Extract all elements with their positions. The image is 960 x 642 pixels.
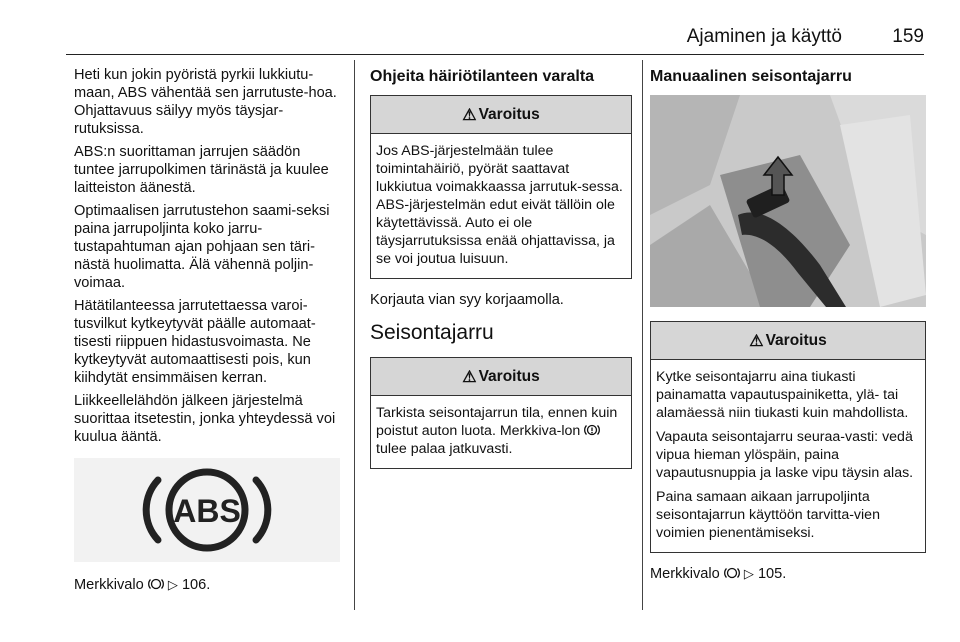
- manual-brake-warning-paragraph-2: Vapauta seisontajarru seuraa-vasti: vedä vipua hieman ylöspäin, paina vapautusnuppia ja laske vipu täysin alas.: [656, 429, 914, 481]
- parking-brake-warning-text-before: Tarkista seisontajarrun tila, ennen kuin poistut auton luota. Merkkiva-lon: [376, 405, 618, 439]
- column-malfunction: [370, 66, 632, 481]
- manual-brake-warning-paragraph-3: Paina samaan aikaan jarrupoljinta seisontajarrun käyttöön tarvitta-vien voimien pienentämiseksi.: [656, 489, 880, 541]
- brake-reference: [650, 565, 926, 583]
- abs-icon-label: ABS: [173, 493, 241, 529]
- warning-heading-label: Varoitus: [478, 105, 540, 123]
- abs-paragraph-2: ABS:n suorittaman jarrujen säädön tuntee jarrupolkimen tärinästä ja kuulee laitteiston äänestä.: [74, 144, 329, 196]
- warning-triangle-icon: ⚠: [462, 106, 477, 124]
- abs-paragraph-5: Liikkeellelähdön jälkeen järjestelmä suorittaa itsetestin, jonka yhteydessä voi kuulua ääntä.: [74, 393, 336, 445]
- warning-heading-label: Varoitus: [478, 367, 540, 385]
- abs-paragraph-4: Hätätilanteessa jarrutettaessa varoi-tusvilkut kytkeytyvät päälle automaat-tisesti riippuen hidastusvoimasta. Ne kytkeytyvät automaattisesti pois, kun kiihdytät ensimmäisen kerran.: [74, 298, 316, 386]
- page-reference-arrow-icon: ▷: [167, 577, 178, 592]
- column-abs: [74, 66, 340, 599]
- abs-paragraph-1: Heti kun jokin pyöristä pyrkii lukkiutu-maan, ABS vähentää sen jarrutuste-hoa. Ohjattavuus säilyy myös täysjar-rutuksissa.: [74, 67, 337, 137]
- malfunction-title: Ohjeita häiriötilanteen varalta: [370, 68, 595, 85]
- abs-reference: [74, 576, 340, 594]
- page-reference-arrow-icon: ▷: [743, 566, 754, 581]
- warning-triangle-icon: ⚠: [749, 332, 764, 350]
- parking-brake-small-icon: [724, 566, 740, 580]
- parking-brake-lever-photo: [650, 95, 926, 307]
- header-rule: [66, 54, 924, 55]
- warning-heading-label: Varoitus: [765, 331, 827, 349]
- abs-reference-label: Merkkivalo: [74, 577, 144, 593]
- column-manual-brake: [650, 66, 926, 588]
- parking-brake-icon: [584, 423, 600, 437]
- abs-warning-text: Jos ABS-järjestelmään tulee toimintahäiriö, pyörät saattavat lukkiutua voimakkaassa jarrutuk-sessa. ABS-järjestelmän edut eivät tällöin ole käytettävissä. Auto ei ole täysjarrutuksissa enää ohjattavissa, ja se voi joutua luisuun.: [376, 143, 623, 267]
- parking-brake-warning-text: [376, 404, 626, 458]
- parking-brake-warning-box: [370, 357, 632, 469]
- column-divider-1: [354, 60, 355, 610]
- abs-warning-light-figure: [74, 458, 340, 562]
- abs-warning-icon: [74, 458, 340, 562]
- brake-reference-label: Merkkivalo: [650, 566, 720, 582]
- page-header: [0, 0, 960, 56]
- column-divider-2: [642, 60, 643, 610]
- abs-small-icon: [148, 577, 164, 591]
- repair-note: Korjauta vian syy korjaamolla.: [370, 292, 564, 308]
- abs-warning-box: [370, 95, 632, 279]
- parking-brake-warning-text-after: tulee palaa jatkuvasti.: [376, 441, 513, 457]
- parking-brake-section-title: Seisontajarru: [370, 321, 494, 344]
- manual-brake-warning-paragraph-1: Kytke seisontajarru aina tiukasti painamatta vapautuspainiketta, ylä- tai alamäessä niin tiukasti kuin mahdollista.: [656, 369, 909, 421]
- warning-heading: [371, 358, 631, 396]
- warning-triangle-icon: ⚠: [462, 368, 477, 386]
- chapter-title: Ajaminen ja käyttö: [686, 26, 842, 47]
- warning-heading: [651, 322, 925, 360]
- brake-reference-page[interactable]: 105.: [757, 566, 787, 582]
- abs-paragraph-3: Optimaalisen jarrutustehon saami-seksi paina jarrupoljinta koko jarru-tustapahtuman ajan pohjaan sen täri-nästä huolimatta. Älä vähennä poljin-voimaa.: [74, 203, 330, 291]
- manual-brake-title: Manuaalinen seisontajarru: [650, 68, 852, 85]
- abs-reference-page[interactable]: 106.: [181, 577, 211, 593]
- warning-heading: [371, 96, 631, 134]
- parking-brake-lever-image: [650, 95, 926, 307]
- manual-brake-warning-box: [650, 321, 926, 553]
- page-number: 159: [892, 26, 924, 47]
